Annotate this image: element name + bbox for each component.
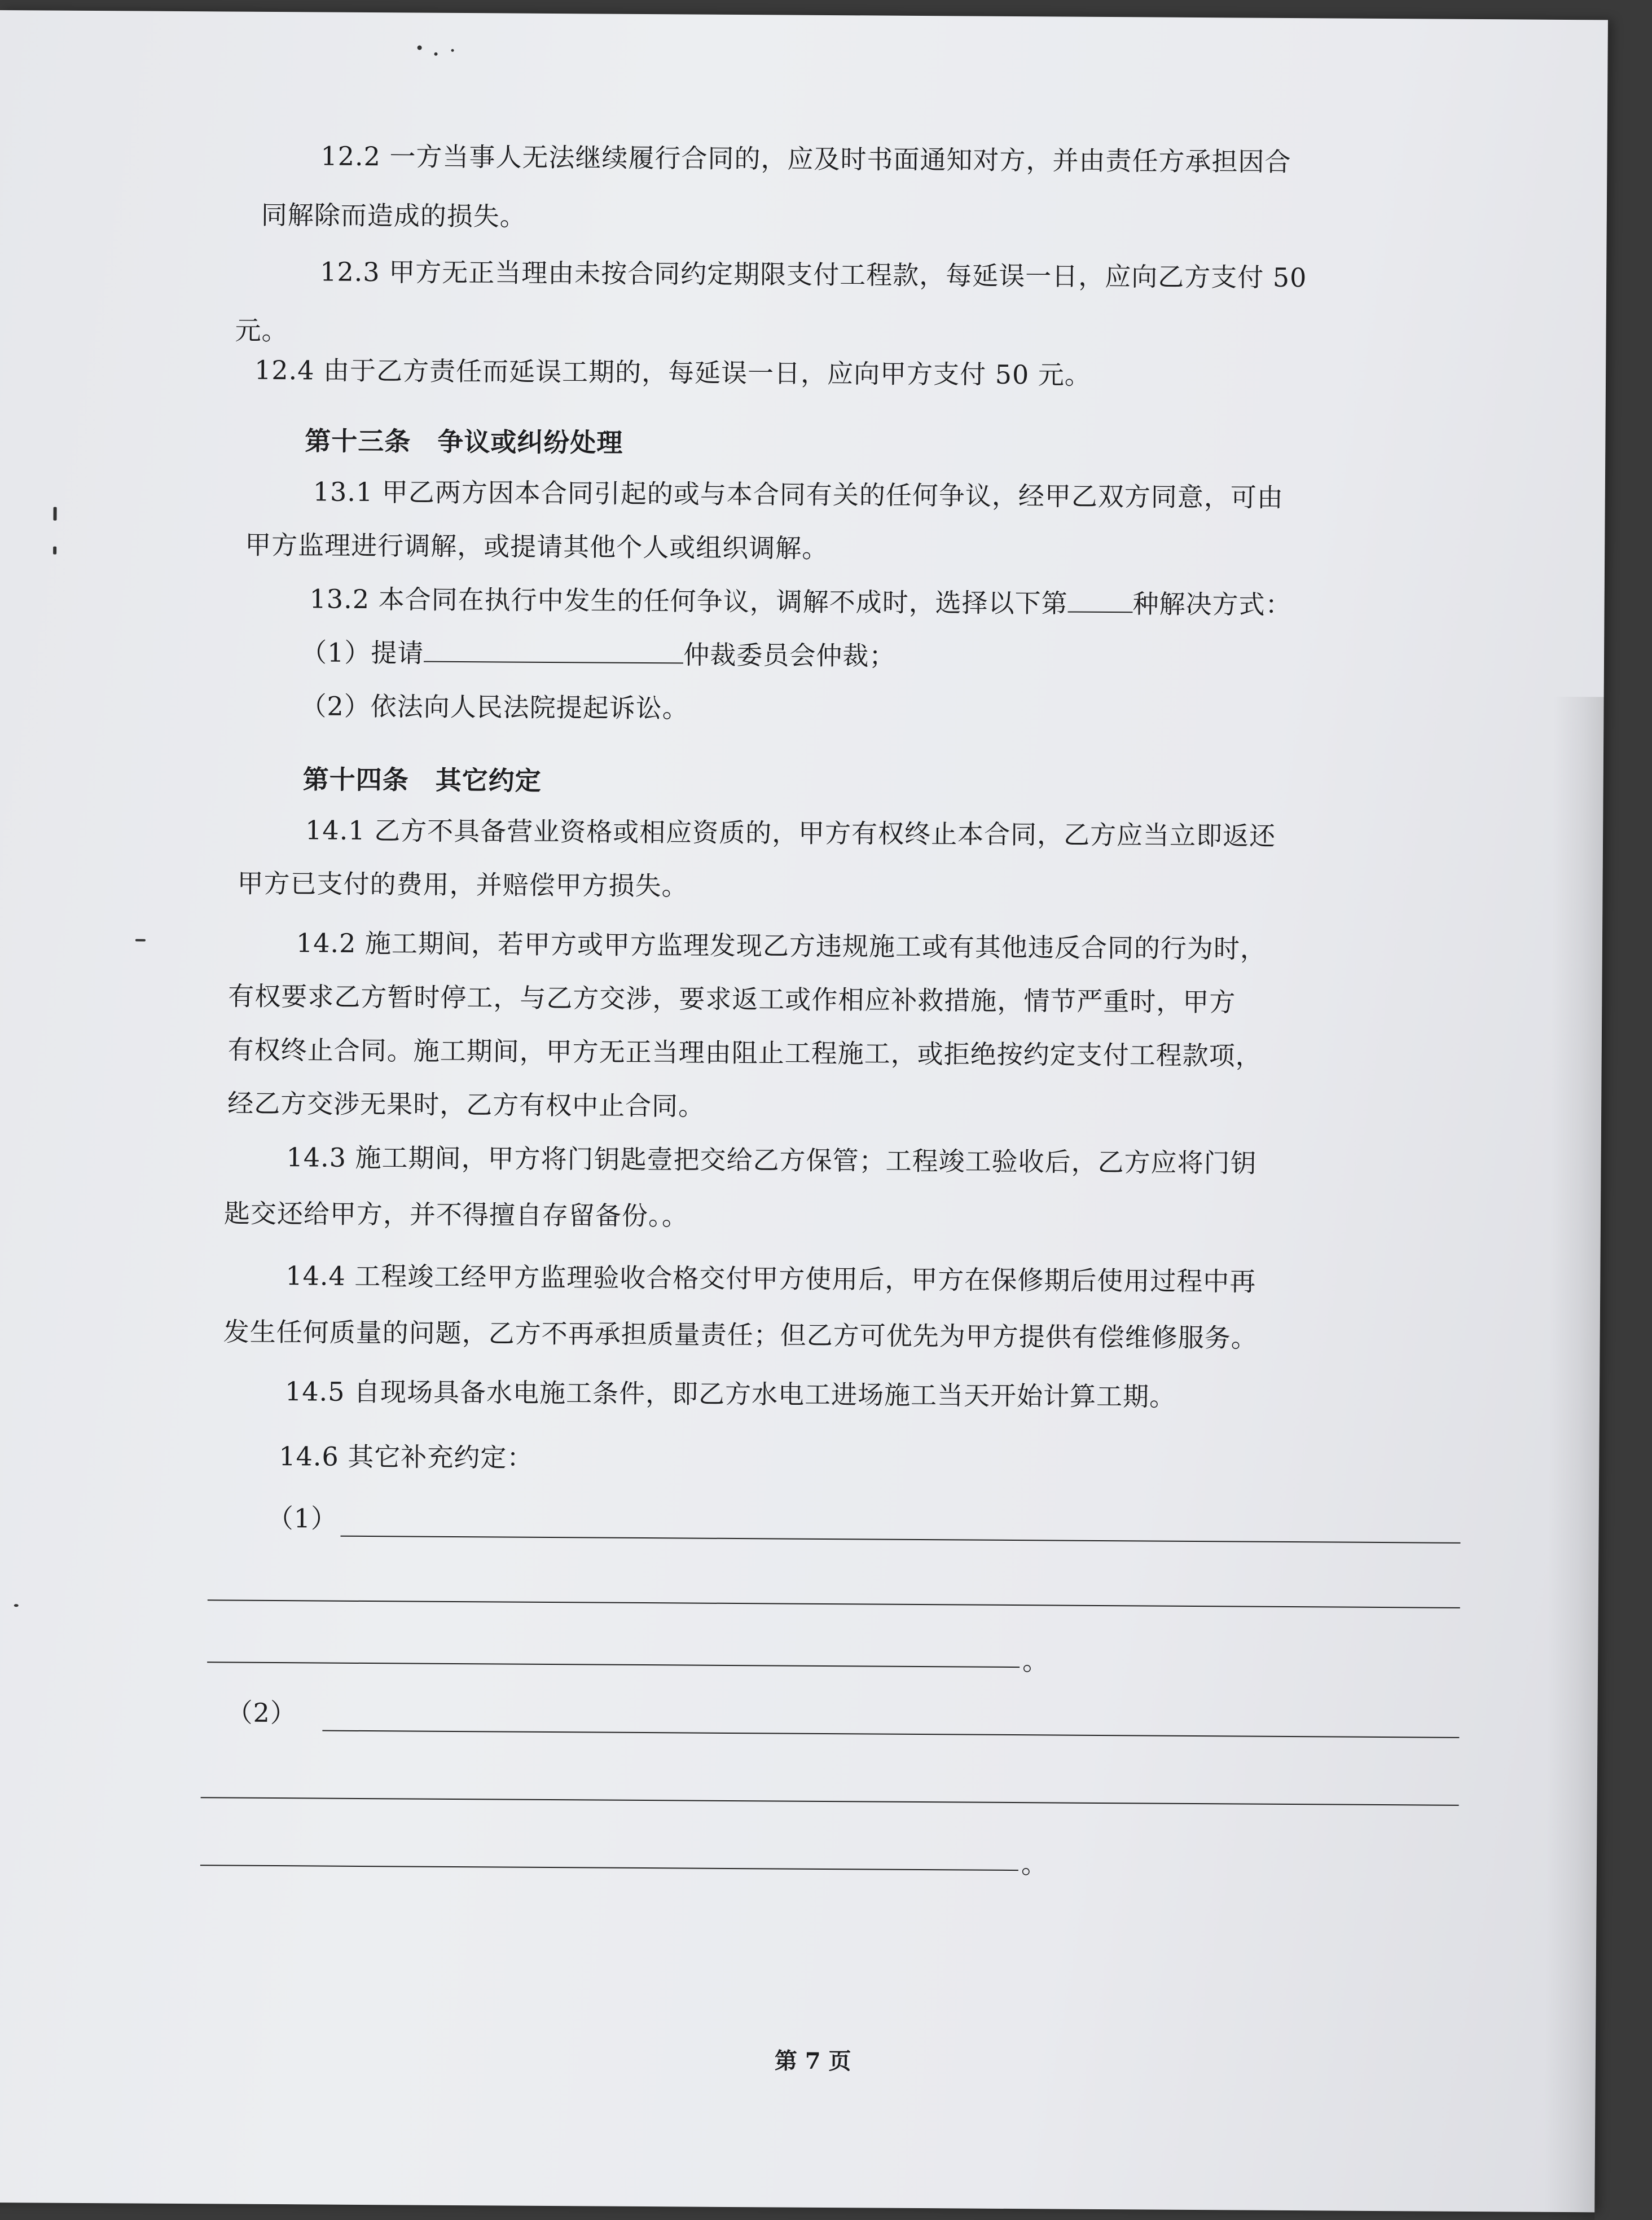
article-14-heading: 第十四条 其它约定 — [302, 764, 542, 796]
supplement-2-blank-line-1[interactable] — [322, 1730, 1459, 1738]
clause-14-1-line-2: 甲方已支付的费用，并赔偿甲方损失。 — [237, 868, 688, 902]
supplement-1-blank-line-1[interactable] — [340, 1536, 1460, 1544]
scan-speck — [53, 507, 56, 521]
clause-14-2-line-3: 有权终止合同。施工期间，甲方无正当理由阻止工程施工，或拒绝按约定支付工程款项， — [227, 1034, 1262, 1071]
supplement-1-period: 。 — [1022, 1646, 1049, 1677]
clause-13-2 — [309, 582, 1291, 622]
scan-speck — [53, 547, 56, 555]
option-2: （2）依法向人民法院提起诉讼。 — [300, 691, 689, 724]
scan-speck — [434, 52, 438, 56]
clause-13-1-line-2: 甲方监理进行调解，或提请其他个人或组织调解。 — [245, 529, 829, 564]
document-page — [0, 10, 1608, 2212]
clause-14-2-line-2: 有权要求乙方暂时停工，与乙方交涉，要求返工或作相应补救措施，情节严重时，甲方 — [228, 981, 1236, 1018]
page-edge-shadow — [1544, 697, 1603, 2220]
clause-14-5: 14.5 自现场具备水电施工条件，即乙方水电工进场施工当天开始计算工期。 — [284, 1376, 1176, 1412]
clause-14-1-line-1: 14.1 乙方不具备营业资格或相应资质的，甲方有权终止本合同，乙方应当立即返还 — [305, 815, 1276, 851]
scan-speck — [418, 46, 422, 50]
article-13-heading: 第十三条 争议或纠纷处理 — [305, 425, 623, 458]
supplement-2-blank-line-2[interactable] — [201, 1797, 1459, 1806]
option-1 — [301, 635, 896, 672]
option-1-text: （1）提请 — [300, 637, 424, 669]
option-1-suffix: 仲裁委员会仲裁； — [683, 639, 896, 671]
scan-speck — [451, 49, 454, 52]
supplement-1-blank-line-2[interactable] — [208, 1599, 1460, 1608]
supplement-1-label: （1） — [267, 1502, 338, 1534]
supplement-2-blank-line-3[interactable] — [200, 1865, 1018, 1871]
scan-speck — [135, 939, 146, 941]
clause-14-3-line-1: 14.3 施工期间，甲方将门钥匙壹把交给乙方保管；工程竣工验收后，乙方应将门钥 — [286, 1142, 1257, 1179]
clause-14-4-line-1: 14.4 工程竣工经甲方监理验收合格交付甲方使用后，甲方在保修期后使用过程中再 — [285, 1260, 1256, 1297]
supplement-1-blank-line-3[interactable] — [207, 1661, 1020, 1668]
clause-14-2-line-1: 14.2 施工期间，若甲方或甲方监理发现乙方违规施工或有其他违反合同的行为时， — [296, 927, 1267, 964]
scan-speck — [14, 1604, 19, 1607]
clause-14-3-line-2: 匙交还给甲方，并不得擅自存留备份。。 — [223, 1198, 689, 1232]
clause-13-1-line-1: 13.1 甲乙两方因本合同引起的或与本合同有关的任何争议，经甲乙双方同意，可由 — [313, 476, 1284, 513]
page-number: 第 7 页 — [774, 2047, 851, 2075]
supplement-2-period: 。 — [1021, 1849, 1048, 1880]
clause-12-3-line-2: 元。 — [235, 315, 288, 346]
clause-13-2-suffix: 种解决方式： — [1132, 588, 1292, 621]
clause-12-2-line-2: 同解除而造成的损失。 — [261, 199, 526, 232]
clause-14-4-line-2: 发生任何质量的问题，乙方不再承担质量责任；但乙方可优先为甲方提供有偿维修服务。 — [223, 1316, 1258, 1353]
clause-14-2-line-4: 经乙方交涉无果时，乙方有权中止合同。 — [227, 1088, 705, 1122]
arbitration-blank[interactable] — [424, 639, 683, 664]
clause-12-4: 12.4 由于乙方责任而延误工期的，每延误一日，应向甲方支付 50 元。 — [254, 354, 1092, 390]
choice-blank[interactable] — [1068, 589, 1133, 613]
clause-13-2-text: 13.2 本合同在执行中发生的任何争议，调解不成时，选择以下第 — [309, 583, 1068, 619]
clause-12-2-line-1: 12.2 一方当事人无法继续履行合同的，应及时书面通知对方，并由责任方承担因合 — [320, 140, 1291, 177]
clause-12-3-line-1: 12.3 甲方无正当理由未按合同约定期限支付工程款，每延误一日，应向乙方支付 50 — [320, 256, 1307, 293]
clause-14-6: 14.6 其它补充约定： — [279, 1441, 534, 1473]
supplement-2-label: （2） — [226, 1697, 297, 1729]
